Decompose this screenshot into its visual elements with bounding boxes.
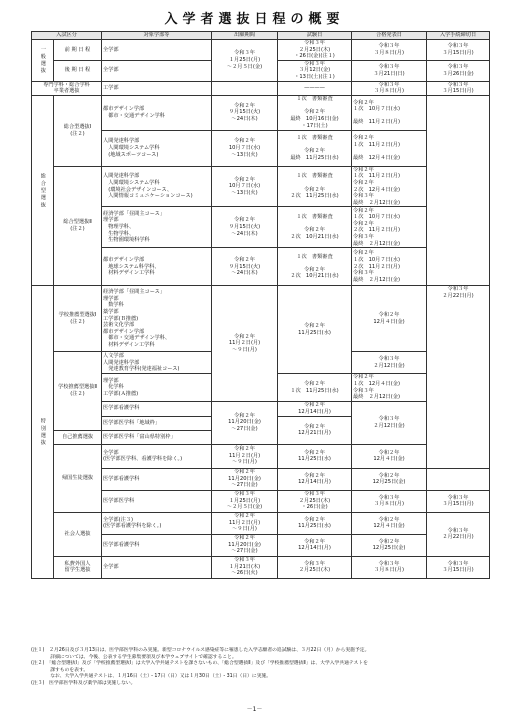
foreign-deadline: 令和３年 ３月15日(月) [427,556,490,578]
ret-1-target: 全学部 (医学部医学科、看護学科を除く。) [102,444,212,468]
adult-label: 社会人選抜 [54,512,102,556]
comp-target-4: 都市デザイン学部 地球システム科学科、 材料デザイン工学科 [102,248,212,286]
self-label: 自己推薦選抜 [54,430,102,444]
ad-2-result: 令和２年 12月25日(金) [352,534,427,556]
school-1-target: 経済学部「昼間主コース」 理学部 数学科 薬学部 工学部(Ｂ推薦) 芸術文化学部 都市デザイン学部 都市・交通デザイン学科、 材料デザイン工学科 [102,286,212,352]
comprehensive-2-label: 総合型選抜Ⅱ (注２) [54,166,102,286]
school-2-label: 学校推薦型選抜Ⅱ (注２) [54,352,102,430]
school-2c-exam: 令和２年 12月14日(月) [278,401,352,416]
comp-result-0: 令和２年 １次 10月７日(水) 最終 11月２日(月) [352,95,427,130]
comp-result-3: 令和２年 １次 10月７日(水) 令和２年 ２次 11月２日(月) 令和３年 最終 ２月12日(金) [352,207,427,248]
table-row [32,95,490,130]
footnote-line: なお、大学入学共通テストは、１月16日（土）・17日（日）又は１月30日（土）・31日（日）に実施。 [31,674,272,680]
school-2cd-apply: 令和２年 11月20日(金) ～27日(金) [212,401,278,444]
special-deadline: 令和３年 ２月22日(月) [427,286,490,468]
school-2d-target: 医学部医学科「地域枠」 [102,416,212,430]
ad-1-result: 令和２年 12月４日(金) [352,512,427,534]
ad-2-exam: 令和２年 12月14日(月) [278,534,352,556]
foreign-apply: 令和３年 １月21日(木) ～26日(火) [212,556,278,578]
zenki-result: 令和３年 ３月８日(月) [352,40,427,61]
zenki-deadline: 令和３年 ３月15日(月) [427,40,490,61]
comp-result-4: 令和２年 １次 10月７日(水) ２次 11月２日(月) 令和３年 最終 ２月12日(金) [352,248,427,286]
comp-target-3: 経済学部「昼間主コース」 理学部 物理学科、 生物学科、 生物圏環境科学科 [102,207,212,248]
footnote-line: (注１) ２月26日及び３月13日は、医学部医学科のみ実施。新型コロナウイルス感染症等に罹患した入学志願者の追試験は、３月22日（月）から実施予定。 [31,648,370,653]
header-result: 合格発表日 [352,32,427,40]
table-row [32,512,490,534]
ad-2-target: 医学部看護学科 [102,534,212,556]
header-category: 入試区分 [32,32,102,40]
ad-2-apply: 令和２年 11月20日(金) ～27日(金) [212,534,278,556]
ret-3-deadline: 令和３年 ３月15日(月) [427,490,490,512]
header-target: 対象学部等 [102,32,212,40]
school-2b-target: 理学部 化学科 工学部(Ａ推薦) [102,374,212,401]
footnotes [31,648,491,688]
comp-apply-0: 令和２年 ９月15日(火) ～24日(木) [212,95,278,130]
general-apply: 令和３年 １月25日(月) ～２月５日(金) [212,40,278,82]
zenki-target: 全学部 [102,40,212,61]
zenki-label: 前 期 日 程 [54,40,102,61]
header-deadline: 入学手続締切日 [427,32,490,40]
zenki-exam: 令和３年 ２月25日(木) ・26日(金)(注１) [278,40,352,61]
comprehensive-1-label: 総合型選抜Ⅰ (注２) [54,95,102,166]
ret-3-result: 令和３年 ３月８日(月) [352,490,427,512]
header-exam: 試験日 [278,32,352,40]
school-2cd-result: 令和３年 ２月12日(金) [352,401,427,444]
vocational-exam: ———— [278,81,352,95]
table-row [32,286,490,352]
comp-result-1: 令和２年 １次 11月２日(月) 最終 12月４日(金) [352,130,427,166]
foreign-label: 私費外国人 留学生選抜 [54,556,102,578]
ret-3-apply: 令和３年 １月25日(月) ～２月５日(金) [212,490,278,512]
ad-1-apply: 令和２年 11月２日(月) ～９日(月) [212,512,278,534]
schedule-table [31,31,490,579]
ad-1-exam: 令和２年 11月25日(水) [278,512,352,534]
school-1-result: 令和２年 12月４日(金) [352,286,427,352]
table-row [32,81,490,95]
ret-1-result: 令和２年 12月４日(金) [352,444,427,468]
comp-deadline-empty [427,95,490,286]
foreign-result: 令和３年 ３月８日(月) [352,556,427,578]
table-row [32,444,490,468]
school-2c-target: 医学部看護学科 [102,401,212,416]
ret-1-apply: 令和２年 11月２日(月) ～９日(月) [212,444,278,468]
comp-apply-1: 令和２年 10月７日(水) ～13日(火) [212,130,278,166]
koki-exam: 令和３年 ３月12日(金) ・13日(土)(注１) [278,60,352,81]
ret-2-apply: 令和２年 11月20日(金) ～27日(金) [212,468,278,490]
vocational-apply [212,81,278,95]
comp-apply-4: 令和２年 ９月15日(火) ～24日(木) [212,248,278,286]
vocational-target: 工学部 [102,81,212,95]
footnote-line: (注２) 「総合型選抜Ⅰ」及び「学校推薦型選抜Ⅰ」は大学入学共通テストを課さないもの、「総合型選抜Ⅱ」及び「学校推薦型選抜Ⅱ」は、大学入学共通テストを [31,661,368,667]
footnote-line: 詳細については、今後、公表する学生募集要項及び本学ウェブサイトで確認すること。 [31,654,237,660]
comp-result-2: 令和２年 １次 11月２日(月) 令和２年 ２次 12月４日(金) 令和３年 最終 ２月12日(金) [352,166,427,207]
school-2d-exam: 令和２年 12月21日(月) [278,416,352,444]
comp-target-0: 都市デザイン学部 都市・交通デザイン学科 [102,95,212,130]
koki-deadline: 令和３年 ３月26日(金) [427,60,490,81]
comp-exam-0: １次 書類審査 令和２年 最終 10月16日(金) ・17日(土) [278,95,352,130]
vocational-deadline: 令和３年 ３月15日(月) [427,81,490,95]
special-label: 特別選抜 [32,286,54,578]
page-title: 入学者選抜日程の概要 [164,12,345,27]
ret-2-target: 医学部看護学科 [102,468,212,490]
header-apply: 出願期間 [212,32,278,40]
ret-3-exam: 令和３年 ２月25日(木) ・26日(金) [278,490,352,512]
koki-target: 全学部 [102,60,212,81]
ret-2-exam: 令和２年 12月14日(月) [278,468,352,490]
table-row [32,40,490,61]
vocational-result: 令和３年 ３月８日(月) [352,81,427,95]
foreign-exam: 令和３年 ２月25日(木) [278,556,352,578]
vocational-label: 専門学科・総合学科 卒業者選抜 [32,81,102,95]
koki-label: 後 期 日 程 [54,60,102,81]
comp-target-2: 人間発達科学部 人間環境システム学科 (環境社会デザインコース、 人間情報コミュニケーションコース) [102,166,212,207]
comp-apply-2: 令和２年 10月７日(水) ～13日(火) [212,166,278,207]
ret-3-target: 医学部医学科 [102,490,212,512]
ret-1-exam: 令和２年 11月25日(水) [278,444,352,468]
comp-apply-3: 令和２年 ９月15日(火) ～24日(木) [212,207,278,248]
ret-2-deadline-empty [427,468,490,490]
ad-1-target: 全学部(注３) (医学部看護学科を除く。) [102,512,212,534]
comprehensive-label: 総合型選抜 [32,95,54,286]
school-2a-target: 人文学部 人間発達科学部 発達教育学科(発達福祉コース) [102,352,212,374]
table-row [32,556,490,578]
koki-result: 令和３年 ３月21日(日) [352,60,427,81]
footnote-line: (注３) 医学部医学科及び薬学部は実施しない。 [31,680,136,686]
school-apply: 令和２年 11月２日(月) ～９日(月) [212,286,278,401]
adult-deadline: 令和３年 ２月22日(月) [427,512,490,556]
comp-exam-3: １次 書類審査 令和２年 ２次 10月21日(水) [278,207,352,248]
table-header-row [32,32,490,40]
school-2b-result: 令和２年 １次 12月４日(金) 令和３年 最終 ２月12日(金) [352,374,427,401]
comp-exam-2: １次 書類審査 令和２年 ２次 11月25日(水) [278,166,352,207]
school-1-label: 学校推薦型選抜Ⅰ (注２) [54,286,102,352]
comp-exam-4: １次 書類審査 令和２年 ２次 10月21日(水) [278,248,352,286]
comp-exam-1: １次 書類審査 令和２年 最終 11月25日(水) [278,130,352,166]
ret-2-result: 令和２年 12月25日(金) [352,468,427,490]
school-1-exam: 令和２年 11月25日(水) [278,286,352,374]
footnote-line: 課すものを表す。 [31,667,89,673]
school-2a-result: 令和３年 ２月12日(金) [352,352,427,374]
table-row [32,166,490,207]
comp-target-1: 人間発達科学部 人間環境システム学科 (地域スポーツコース) [102,130,212,166]
returnee-label: 帰国生徒選抜 [54,444,102,512]
self-target: 医学部医学科「富山県特別枠」 [102,430,212,444]
general-label: 一般選抜 [32,40,54,82]
foreign-target: 全学部 [102,556,212,578]
page-number: －1－ [246,706,263,713]
school-2b-exam: 令和２年 １次 11月25日(水) [278,374,352,401]
